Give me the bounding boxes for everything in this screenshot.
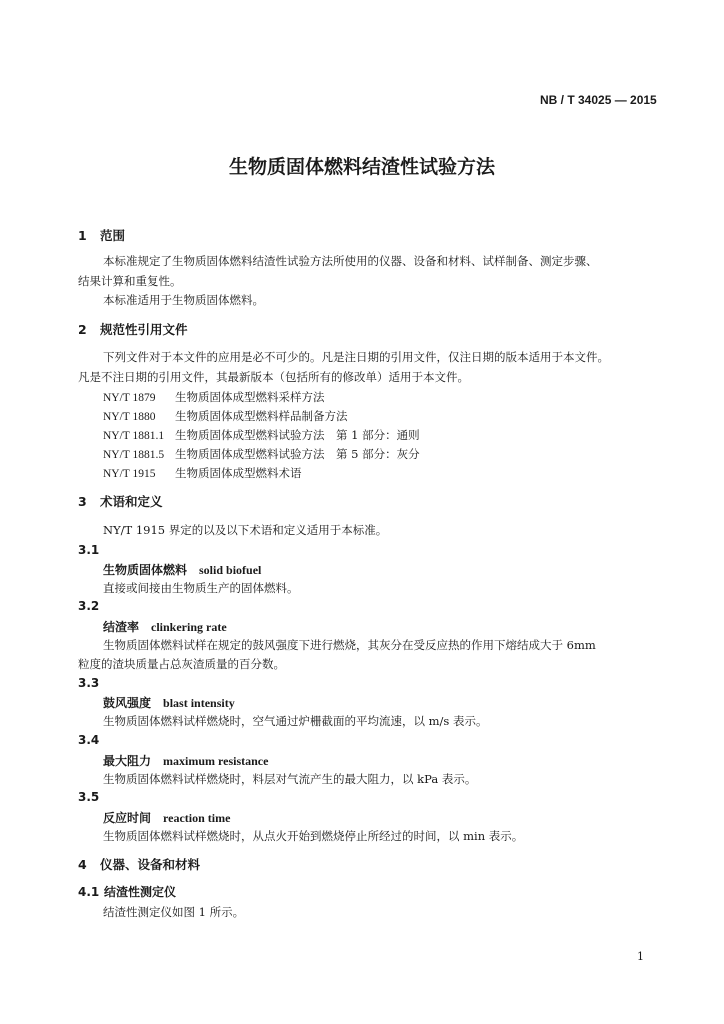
section-2-heading [78, 320, 188, 338]
term-heading [103, 618, 227, 635]
reference-code: NY/T 1881.1 [103, 430, 165, 442]
term-number: 3.4 [78, 733, 100, 747]
reference-item [103, 389, 325, 405]
term-definition: 生物质固体燃料试样燃烧时，空气通过炉栅截面的平均流速，以 m/s 表示。 [103, 714, 488, 728]
section-1-paragraph-1-cont: 结果计算和重复性。 [78, 274, 182, 288]
section-number: 2 [78, 322, 87, 337]
term-definition: 生物质固体燃料试样燃烧时，从点火开始到燃烧停止所经过的时间，以 min 表示。 [103, 829, 524, 843]
reference-item [103, 408, 348, 424]
reference-title: 生物质固体成型燃料试验方法 第 1 部分：通则 [175, 428, 420, 442]
term-number: 3.5 [78, 790, 100, 804]
page-number: 1 [637, 950, 644, 963]
term-en: clinkering rate [151, 620, 227, 634]
reference-item [103, 446, 420, 462]
section-number: 1 [78, 228, 87, 243]
term-zh: 最大阻力 [103, 754, 152, 768]
term-en: solid biofuel [199, 563, 262, 577]
section-title: 术语和定义 [100, 494, 163, 509]
document-code: NB / T 34025 — 2015 [540, 93, 657, 107]
section-number: 4 [78, 857, 87, 872]
term-definition-cont: 粒度的渣块质量占总灰渣质量的百分数。 [78, 657, 285, 671]
section-number: 3 [78, 494, 87, 509]
section-3-heading [78, 492, 163, 510]
reference-title: 生物质固体成型燃料试验方法 第 5 部分：灰分 [175, 447, 420, 461]
reference-item [103, 465, 302, 481]
section-1-heading [78, 226, 125, 244]
section-2-paragraph-1: 下列文件对于本文件的应用是必不可少的。凡是注日期的引用文件，仅注日期的版本适用于本文件。 [103, 350, 609, 364]
section-3-paragraph-1: NY/T 1915 界定的以及以下术语和定义适用于本标准。 [103, 523, 388, 537]
document-title: 生物质固体燃料结渣性试验方法 [228, 156, 495, 178]
section-title: 仪器、设备和材料 [100, 857, 201, 872]
subsection-4-1-heading [78, 883, 176, 900]
term-en: reaction time [163, 811, 231, 825]
reference-code: NY/T 1915 [103, 468, 156, 480]
term-definition: 生物质固体燃料试样燃烧时，料层对气流产生的最大阻力，以 kPa 表示。 [103, 772, 477, 786]
subsection-4-1-paragraph: 结渣性测定仪如图 1 所示。 [103, 905, 245, 919]
section-4-heading [78, 855, 200, 873]
term-zh: 生物质固体燃料 [103, 563, 188, 577]
reference-code: NY/T 1879 [103, 392, 156, 404]
term-number: 3.2 [78, 599, 100, 613]
reference-title: 生物质固体成型燃料术语 [175, 466, 302, 480]
term-zh: 反应时间 [103, 811, 152, 825]
subsection-title: 结渣性测定仪 [104, 885, 177, 899]
section-title: 范围 [100, 228, 126, 243]
section-2-paragraph-1-cont: 凡是不注日期的引用文件，其最新版本（包括所有的修改单）适用于本文件。 [78, 370, 469, 384]
term-definition: 直接或间接由生物质生产的固体燃料。 [103, 581, 299, 595]
term-zh: 结渣率 [103, 620, 140, 634]
subsection-number: 4.1 [78, 885, 100, 899]
term-heading [103, 752, 268, 769]
term-heading [103, 694, 235, 711]
reference-code: NY/T 1880 [103, 411, 156, 423]
reference-code: NY/T 1881.5 [103, 449, 165, 461]
term-zh: 鼓风强度 [103, 696, 152, 710]
reference-title: 生物质固体成型燃料样品制备方法 [175, 409, 348, 423]
term-number: 3.1 [78, 543, 100, 557]
term-number: 3.3 [78, 676, 100, 690]
section-1-paragraph-2: 本标准适用于生物质固体燃料。 [103, 293, 264, 307]
term-definition: 生物质固体燃料试样在规定的鼓风强度下进行燃烧，其灰分在受反应热的作用下熔结成大于 6mm [103, 638, 596, 652]
term-en: maximum resistance [163, 754, 269, 768]
reference-item [103, 427, 420, 443]
term-heading [103, 809, 230, 826]
section-title: 规范性引用文件 [100, 322, 188, 337]
reference-title: 生物质固体成型燃料采样方法 [175, 390, 325, 404]
term-heading [103, 561, 261, 578]
term-en: blast intensity [163, 696, 235, 710]
section-1-paragraph-1: 本标准规定了生物质固体燃料结渣性试验方法所使用的仪器、设备和材料、试样制备、测定步骤、 [103, 254, 598, 268]
